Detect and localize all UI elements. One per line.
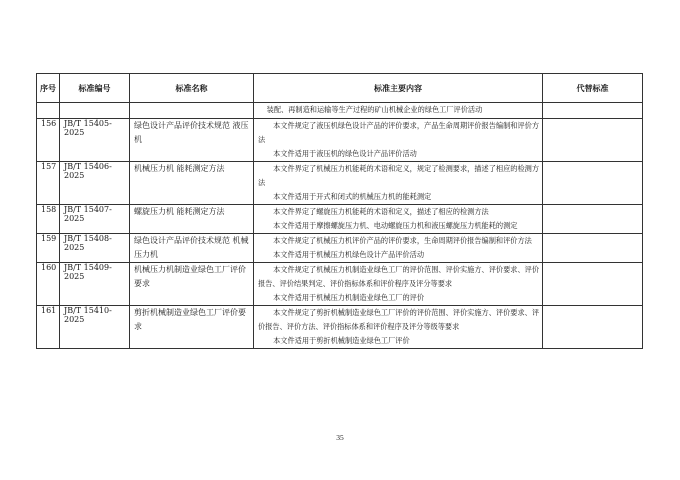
content-scope: 本文件规定了机械压力机制造业绿色工厂的评价范围、评价实施方、评价要求、评价报告、评价结果判定、评价指标体系和评价程序及评分等要求	[258, 265, 540, 288]
cell-name: 绿色设计产品评价技术规范 机械压力机	[130, 234, 254, 263]
cell-replaces	[543, 119, 643, 162]
cell-content	[254, 119, 543, 162]
cell-replaces	[543, 162, 643, 205]
content-scope: 本文件规定了剪折机械制造业绿色工厂评价的评价范围、评价实施方、评价要求、评价报告、评价方法、评价指标体系和评价程序及评分等级等要求	[258, 308, 540, 331]
content-scope: 本文件界定了机械压力机能耗的术语和定义，规定了检测要求，描述了相应的检测方法	[258, 164, 540, 187]
content-applicability: 本文件适用于摩擦螺旋压力机、电动螺旋压力机和液压螺旋压力机能耗的测定	[273, 221, 518, 230]
table-header-row	[37, 74, 643, 103]
table-row	[37, 263, 643, 306]
header-seq: 序号	[37, 74, 60, 103]
cell-seq: 157	[37, 162, 60, 205]
cell-replaces	[543, 234, 643, 263]
table-row	[37, 205, 643, 234]
cell-replaces	[543, 205, 643, 234]
cell-name: 机械压力机 能耗测定方法	[130, 162, 254, 205]
content-scope: 本文件规定了机械压力机评价产品的评价要求，生命周期评价报告编制和评价方法	[273, 236, 532, 245]
cell-replaces	[543, 263, 643, 306]
content-scope: 本文件界定了螺旋压力机能耗的术语和定义，描述了相应的检测方法	[273, 207, 489, 216]
content-continuation: 装配、再制造和运输等生产过程的矿山机械企业的绿色工厂评价活动	[266, 105, 483, 114]
cell-code: JB/T 15407-2025	[60, 205, 130, 234]
header-replaces: 代替标准	[543, 74, 643, 103]
cell-name: 绿色设计产品评价技术规范 液压机	[130, 119, 254, 162]
table-row	[37, 162, 643, 205]
page-number: 35	[336, 433, 344, 442]
content-scope: 本文件规定了液压机绿色设计产品的评价要求，产品生命周期评价报告编制和评价方法	[258, 121, 540, 144]
cell-replaces	[543, 103, 643, 119]
cell-seq	[37, 103, 60, 119]
cell-code: JB/T 15409-2025	[60, 263, 130, 306]
cell-content	[254, 306, 543, 349]
cell-name: 机械压力机制造业绿色工厂评价要求	[130, 263, 254, 306]
content-applicability: 本文件适用于液压机的绿色设计产品评价活动	[273, 149, 417, 158]
content-applicability: 本文件适用于机械压力机绿色设计产品评价活动	[273, 250, 425, 259]
header-code: 标准编号	[60, 74, 130, 103]
cell-content	[254, 234, 543, 263]
continuation-row	[37, 103, 643, 119]
cell-code: JB/T 15408-2025	[60, 234, 130, 263]
cell-seq: 161	[37, 306, 60, 349]
cell-code: JB/T 15406-2025	[60, 162, 130, 205]
cell-content	[254, 103, 543, 119]
cell-replaces	[543, 306, 643, 349]
cell-seq: 159	[37, 234, 60, 263]
cell-code	[60, 103, 130, 119]
header-name: 标准名称	[130, 74, 254, 103]
cell-code: JB/T 15410-2025	[60, 306, 130, 349]
cell-name: 螺旋压力机 能耗测定方法	[130, 205, 254, 234]
table-row	[37, 234, 643, 263]
cell-seq: 156	[37, 119, 60, 162]
header-content: 标准主要内容	[254, 74, 543, 103]
content-applicability: 本文件适用于剪折机械制造业绿色工厂评价	[273, 336, 410, 345]
cell-content	[254, 162, 543, 205]
cell-code: JB/T 15405-2025	[60, 119, 130, 162]
cell-seq: 160	[37, 263, 60, 306]
table-row	[37, 119, 643, 162]
cell-name	[130, 103, 254, 119]
table-row	[37, 306, 643, 349]
cell-content	[254, 205, 543, 234]
content-applicability: 本文件适用于开式和闭式的机械压力机的能耗测定	[273, 192, 432, 201]
cell-name: 剪折机械制造业绿色工厂评价要求	[130, 306, 254, 349]
cell-seq: 158	[37, 205, 60, 234]
standards-table	[36, 73, 643, 349]
cell-content	[254, 263, 543, 306]
content-applicability: 本文件适用于机械压力机制造业绿色工厂的评价	[273, 293, 425, 302]
